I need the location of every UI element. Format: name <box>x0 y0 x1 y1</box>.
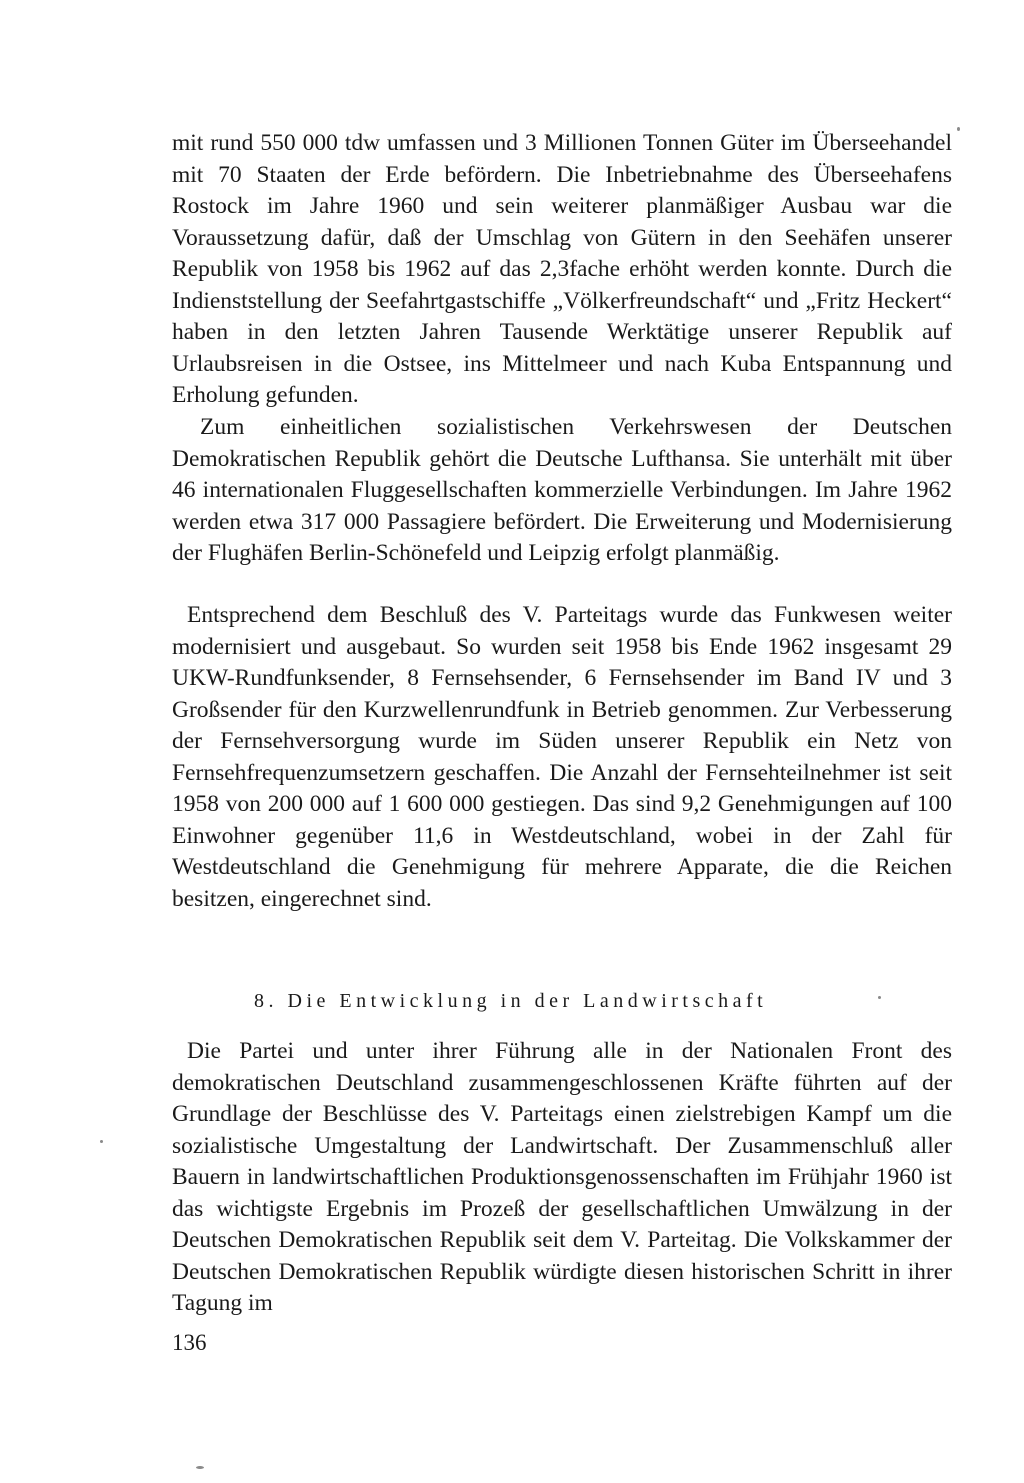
section-heading: 8. Die Entwicklung in der Landwirtschaft <box>254 990 768 1012</box>
paragraph-seefahrt: mit rund 550 000 tdw umfassen und 3 Millionen Tonnen Güter im Überseehandel mit 70 Staaten der Erde befördern. Die Inbetriebnahme des Überseehafens Rostock im Jahre 1960 und sein weiterer planmäßiger Ausbau war die Voraussetzung dafür, daß der Umschlag von Gütern in den Seehäfen unserer Republik von 1958 bis 1962 auf das 2,3fache erhöht werden konnte. Durch die Indienststellung der Seefahrtgastschiffe „Völkerfreundschaft“ und „Fritz Heckert“ haben in den letzten Jahren Tausende Werktätige unserer Republik auf Urlaubsreisen in die Ostsee, ins Mittelmeer und nach Kuba Entspannung und Erholung gefunden. <box>172 130 952 408</box>
print-speck <box>100 1140 103 1143</box>
print-speck <box>878 996 881 999</box>
paragraph-funkwesen: Entsprechend dem Beschluß des V. Parteitags wurde das Funkwesen weiter modernisiert und ausgebaut. So wurden seit 1958 bis Ende 1962 insgesamt 29 UKW-Rundfunksender, 8 Fernsehsender, 6 Fernsehsender im Band IV und 3 Großsender für den Kurzwellenrundfunk in Betrieb genommen. Zur Verbesserung der Fernsehversorgung wurde im Süden unserer Republik ein Netz von Fernsehfrequenzumsetzern geschaffen. Die Anzahl der Fernsehteilnehmer ist seit 1958 von 200 000 auf 1 600 000 gestiegen. Das sind 9,2 Genehmigungen auf 100 Einwohner gegenüber 11,6 in Westdeutschland, wobei in der Zahl für Westdeutschland die Genehmigung für mehrere Apparate, die die Reichen besitzen, eingerechnet sind. <box>172 602 952 912</box>
page-number: 136 <box>172 1330 207 1355</box>
paragraph-landwirtschaft: Die Partei und unter ihrer Führung alle in der Nationalen Front des demokratischen Deutschland zusammengeschlossenen Kräfte führten auf der Grundlage der Beschlüsse des V. Parteitags einen zielstrebigen Kampf um die sozialistische Umgestaltung der Landwirtschaft. Der Zusammenschluß aller Bauern in landwirtschaftlichen Produktionsgenossenschaften im Frühjahr 1960 ist das wichtigste Ergebnis im Prozeß der gesellschaftlichen Umwälzung in der Deutschen Demokratischen Republik seit dem V. Parteitag. Die Volkskammer der Deutschen Demokratischen Republik würdigte diesen historischen Schritt in ihrer Tagung im <box>172 1038 952 1316</box>
print-speck <box>957 127 960 131</box>
paragraph-lufthansa: Zum einheitlichen sozialistischen Verkehrswesen der Deutschen Demokratischen Republik gehört die Deutsche Lufthansa. Sie unterhält mit über 46 internationalen Fluggesellschaften kommerzielle Verbindungen. Im Jahre 1962 werden etwa 317 000 Passagiere befördert. Die Erweiterung und Modernisierung der Flughäfen Berlin-Schönefeld und Leipzig erfolgt planmäßig. <box>172 414 952 566</box>
print-speck <box>196 1466 204 1469</box>
